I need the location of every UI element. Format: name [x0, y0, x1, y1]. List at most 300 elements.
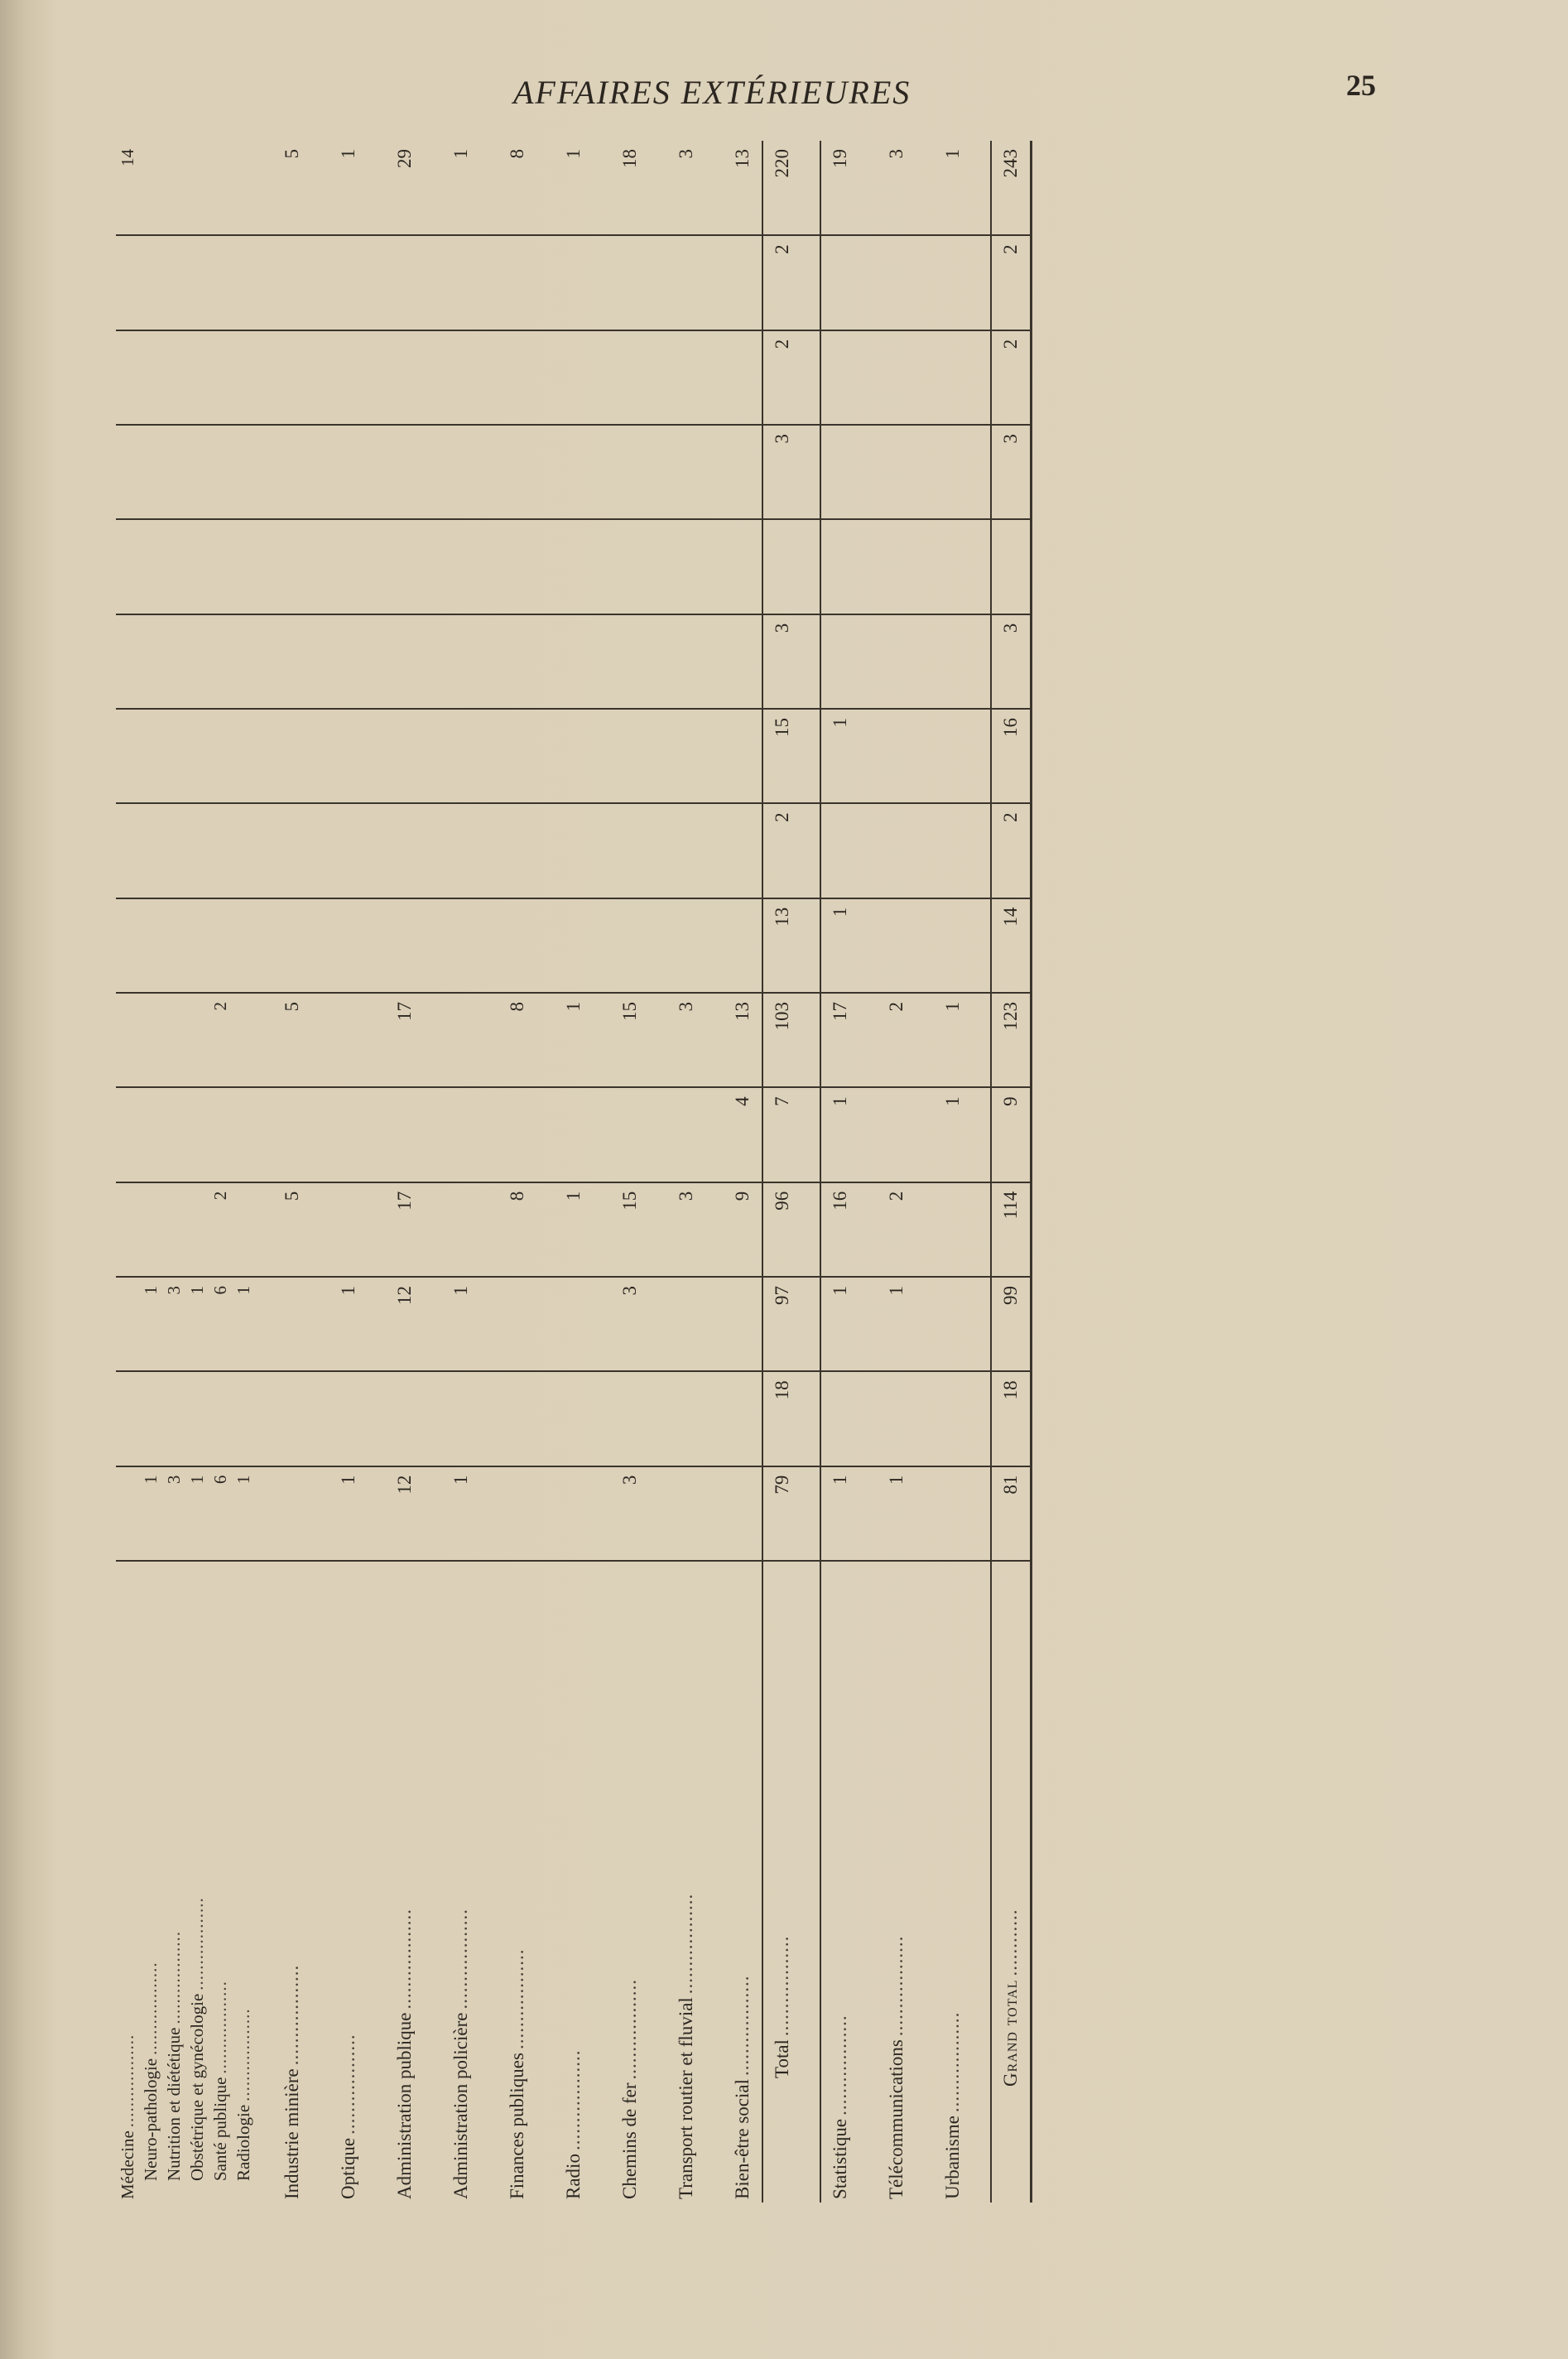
spacer-cell: [801, 141, 820, 235]
row-label: [667, 1561, 705, 2203]
table-cell: 18: [991, 1371, 1032, 1466]
spacer-cell: [801, 803, 820, 898]
table-cell: [724, 709, 762, 803]
spacer-cell: [593, 1561, 611, 2203]
leader-dots: ..................: [163, 1931, 184, 2024]
table-cell: [139, 614, 162, 709]
table-cell: [878, 235, 916, 330]
table-cell: 3: [878, 141, 916, 235]
leader-dots: ..................: [209, 1981, 230, 2074]
spacer-cell: [801, 235, 820, 330]
spacer-cell: [593, 1371, 611, 1466]
spacer-cell: [801, 993, 820, 1087]
spacer-cell: [255, 1087, 273, 1182]
table-cell: [273, 235, 311, 330]
leader-dots: ..................: [942, 2011, 963, 2113]
spacer-cell: [972, 1277, 991, 1371]
table-cell: 5: [273, 1182, 311, 1277]
table-cell: 2: [762, 330, 801, 425]
table-cell: [209, 803, 232, 898]
table-cell: [185, 898, 209, 993]
table-cell: [611, 330, 649, 425]
table-cell: [162, 141, 185, 235]
row-spacer: [916, 141, 934, 2203]
row-label: [762, 1561, 801, 2203]
table-cell: 3: [762, 614, 801, 709]
row-spacer: [859, 141, 878, 2203]
spacer-cell: [801, 1371, 820, 1466]
row-label-text: Radio: [563, 2154, 584, 2199]
table-cell: [498, 235, 536, 330]
spacer-cell: [972, 425, 991, 519]
row-spacer: [801, 141, 820, 2203]
table-cell: [209, 898, 232, 993]
table-row: [139, 141, 162, 2203]
spacer-cell: [801, 425, 820, 519]
spacer-cell: [480, 898, 498, 993]
row-label: [386, 1561, 424, 2203]
spacer-cell: [705, 519, 724, 614]
spacer-cell: [916, 1182, 934, 1277]
table-cell: [273, 803, 311, 898]
table-cell: [232, 803, 255, 898]
leader-dots: ..................: [338, 2034, 358, 2135]
table-cell: [329, 425, 368, 519]
spacer-cell: [311, 235, 329, 330]
spacer-cell: [801, 1182, 820, 1277]
table-cell: [232, 1087, 255, 1182]
spacer-cell: [972, 1182, 991, 1277]
table-cell: [878, 1371, 916, 1466]
table-cell: 3: [667, 141, 705, 235]
table-cell: 3: [991, 614, 1032, 709]
table-row: [878, 141, 916, 2203]
table-cell: 1: [329, 1277, 368, 1371]
table-cell: [611, 235, 649, 330]
spacer-cell: [536, 1466, 555, 1561]
table-cell: [273, 1277, 311, 1371]
table-cell: 2: [991, 803, 1032, 898]
spacer-cell: [424, 898, 442, 993]
table-cell: [555, 614, 593, 709]
leader-dots: ..................: [676, 1893, 696, 1995]
row-label: [820, 1561, 859, 2203]
row-label-text: Santé publique: [209, 2077, 230, 2181]
leader-dots: ..................: [830, 2015, 850, 2116]
spacer-cell: [916, 993, 934, 1087]
row-label: [116, 1561, 139, 2203]
table-cell: 243: [991, 141, 1032, 235]
table-cell: 1: [329, 141, 368, 235]
table-cell: 1: [329, 1466, 368, 1561]
spacer-cell: [368, 519, 386, 614]
spacer-cell: [480, 425, 498, 519]
row-label-text: Statistique: [830, 2118, 850, 2199]
table-cell: 7: [762, 1087, 801, 1182]
spacer-cell: [972, 1466, 991, 1561]
row-label-text: Total: [772, 2039, 792, 2078]
table-cell: [442, 1087, 480, 1182]
spacer-cell: [649, 330, 667, 425]
table-cell: [611, 614, 649, 709]
spacer-cell: [536, 1277, 555, 1371]
table-cell: [934, 1182, 972, 1277]
table-cell: 1: [934, 993, 972, 1087]
table-cell: [232, 141, 255, 235]
spacer-cell: [368, 709, 386, 803]
table-cell: [498, 803, 536, 898]
spacer-cell: [311, 1087, 329, 1182]
row-label-text: Finances publiques: [507, 2053, 527, 2199]
spacer-cell: [311, 993, 329, 1087]
spacer-cell: [311, 425, 329, 519]
row-label: [162, 1561, 185, 2203]
table-cell: 14: [116, 141, 139, 235]
table-cell: 1: [185, 1466, 209, 1561]
table-cell: [139, 709, 162, 803]
spacer-cell: [705, 709, 724, 803]
spacer-cell: [593, 519, 611, 614]
table-row: [555, 141, 593, 2203]
spacer-cell: [255, 1182, 273, 1277]
table-cell: [386, 330, 424, 425]
table-cell: [273, 1371, 311, 1466]
statistics-table: [116, 141, 1032, 2203]
table-cell: [555, 1371, 593, 1466]
table-cell: [442, 1371, 480, 1466]
table-cell: [232, 235, 255, 330]
table-cell: 1: [555, 993, 593, 1087]
spacer-cell: [859, 1087, 878, 1182]
row-label: [442, 1561, 480, 2203]
table-cell: [116, 330, 139, 425]
table-cell: [232, 1371, 255, 1466]
row-label-text: Bien-être social: [732, 2079, 753, 2199]
spacer-cell: [916, 519, 934, 614]
spacer-cell: [705, 141, 724, 235]
table-cell: [116, 1182, 139, 1277]
table-cell: [162, 709, 185, 803]
spacer-cell: [972, 330, 991, 425]
table-cell: [273, 1087, 311, 1182]
spacer-cell: [705, 330, 724, 425]
spacer-cell: [593, 1087, 611, 1182]
spacer-cell: [368, 1182, 386, 1277]
row-spacer: [972, 141, 991, 2203]
table-cell: [442, 614, 480, 709]
table-cell: [185, 1087, 209, 1182]
spacer-cell: [311, 803, 329, 898]
table-cell: [820, 614, 859, 709]
table-row: [934, 141, 972, 2203]
table-cell: 1: [139, 1466, 162, 1561]
table-cell: [162, 1182, 185, 1277]
spacer-cell: [649, 1371, 667, 1466]
spacer-cell: [480, 803, 498, 898]
table-cell: [329, 614, 368, 709]
spacer-cell: [368, 1371, 386, 1466]
row-label: [209, 1561, 232, 2203]
table-cell: 3: [667, 1182, 705, 1277]
table-cell: [185, 141, 209, 235]
table-cell: 8: [498, 141, 536, 235]
table-cell: [116, 519, 139, 614]
spacer-cell: [368, 1466, 386, 1561]
table-row: [209, 141, 232, 2203]
leader-dots: ..................: [619, 1978, 640, 2080]
table-cell: [555, 898, 593, 993]
spacer-cell: [480, 330, 498, 425]
spacer-cell: [705, 1182, 724, 1277]
table-cell: 3: [762, 425, 801, 519]
spacer-cell: [859, 330, 878, 425]
spacer-cell: [424, 235, 442, 330]
spacer-cell: [916, 330, 934, 425]
table-cell: [273, 1466, 311, 1561]
table-cell: 1: [820, 1087, 859, 1182]
table-cell: [555, 235, 593, 330]
table-row: [442, 141, 480, 2203]
table-cell: 29: [386, 141, 424, 235]
spacer-cell: [859, 803, 878, 898]
table-cell: [934, 803, 972, 898]
spacer-cell: [705, 1277, 724, 1371]
row-spacer: [705, 141, 724, 2203]
table-cell: [724, 803, 762, 898]
table-cell: [442, 519, 480, 614]
table-cell: [724, 235, 762, 330]
table-cell: 8: [498, 1182, 536, 1277]
table-cell: [116, 614, 139, 709]
row-label-text: Industrie minière: [281, 2068, 302, 2199]
table-cell: 220: [762, 141, 801, 235]
spacer-cell: [705, 803, 724, 898]
table-cell: [934, 614, 972, 709]
table-cell: 1: [555, 141, 593, 235]
leader-dots: ..................: [563, 2049, 584, 2151]
table-cell: [555, 1087, 593, 1182]
spacer-cell: [649, 993, 667, 1087]
table-cell: 19: [820, 141, 859, 235]
spacer-cell: [311, 1277, 329, 1371]
table-cell: [209, 235, 232, 330]
table-cell: [232, 709, 255, 803]
table-cell: 2: [762, 803, 801, 898]
spacer-cell: [480, 235, 498, 330]
table-cell: [329, 803, 368, 898]
table-cell: 99: [991, 1277, 1032, 1371]
table-cell: [498, 1087, 536, 1182]
table-cell: [878, 803, 916, 898]
row-spacer: [593, 141, 611, 2203]
spacer-cell: [368, 803, 386, 898]
table-row: [762, 141, 801, 2203]
table-cell: 4: [724, 1087, 762, 1182]
row-spacer: [480, 141, 498, 2203]
table-cell: [116, 803, 139, 898]
table-cell: [139, 235, 162, 330]
spacer-cell: [480, 709, 498, 803]
spacer-cell: [536, 993, 555, 1087]
row-label: [498, 1561, 536, 2203]
table-cell: [498, 1371, 536, 1466]
spacer-cell: [705, 1561, 724, 2203]
table-cell: 1: [185, 1277, 209, 1371]
row-label: [878, 1561, 916, 2203]
spacer-cell: [480, 614, 498, 709]
spacer-cell: [916, 1277, 934, 1371]
table-cell: [209, 614, 232, 709]
table-cell: [386, 614, 424, 709]
table-cell: 17: [386, 993, 424, 1087]
spacer-cell: [972, 614, 991, 709]
spacer-cell: [311, 709, 329, 803]
table-cell: [329, 330, 368, 425]
spacer-cell: [368, 898, 386, 993]
table-cell: [273, 519, 311, 614]
spacer-cell: [536, 141, 555, 235]
table-cell: [555, 1277, 593, 1371]
table-cell: [724, 1277, 762, 1371]
table-cell: 18: [762, 1371, 801, 1466]
spacer-cell: [424, 425, 442, 519]
table-cell: [611, 803, 649, 898]
table-cell: [667, 1087, 705, 1182]
table-cell: 2: [209, 993, 232, 1087]
table-cell: [934, 898, 972, 993]
spacer-cell: [255, 425, 273, 519]
table-cell: [724, 614, 762, 709]
table-cell: 15: [611, 993, 649, 1087]
table-cell: [442, 898, 480, 993]
table-cell: [555, 519, 593, 614]
spacer-cell: [801, 709, 820, 803]
spacer-cell: [649, 425, 667, 519]
table-cell: [232, 993, 255, 1087]
row-spacer: [536, 141, 555, 2203]
spacer-cell: [368, 330, 386, 425]
table-cell: [667, 803, 705, 898]
row-label-text: Transport routier et fluvial: [676, 1997, 696, 2199]
table-cell: [498, 330, 536, 425]
table-cell: [667, 519, 705, 614]
spacer-cell: [311, 1466, 329, 1561]
table-row: [273, 141, 311, 2203]
spacer-cell: [255, 803, 273, 898]
spacer-cell: [801, 1466, 820, 1561]
table-cell: [232, 898, 255, 993]
spacer-cell: [972, 1371, 991, 1466]
spacer-cell: [480, 1561, 498, 2203]
table-cell: 2: [209, 1182, 232, 1277]
spacer-cell: [536, 235, 555, 330]
table-cell: [139, 993, 162, 1087]
table-cell: [273, 330, 311, 425]
table-cell: [878, 898, 916, 993]
table-cell: 3: [667, 993, 705, 1087]
table-cell: 13: [724, 141, 762, 235]
spacer-cell: [859, 235, 878, 330]
row-label: [724, 1561, 762, 2203]
table-cell: [667, 898, 705, 993]
spacer-cell: [705, 614, 724, 709]
table-cell: [116, 1087, 139, 1182]
spacer-cell: [368, 141, 386, 235]
spacer-cell: [649, 1561, 667, 2203]
table-cell: [934, 1371, 972, 1466]
spacer-cell: [859, 1277, 878, 1371]
leader-dots: ..................: [507, 1948, 527, 2050]
table-cell: 1: [139, 1277, 162, 1371]
table-cell: [820, 1371, 859, 1466]
table-cell: [139, 1087, 162, 1182]
spacer-cell: [916, 1561, 934, 2203]
table-cell: [209, 519, 232, 614]
row-label: [139, 1561, 162, 2203]
table-cell: [185, 1182, 209, 1277]
table-cell: [232, 425, 255, 519]
spacer-cell: [972, 1561, 991, 2203]
table-cell: [442, 993, 480, 1087]
table-cell: [442, 1182, 480, 1277]
table-cell: [386, 1087, 424, 1182]
spacer-cell: [859, 1466, 878, 1561]
table-row: [386, 141, 424, 2203]
table-cell: [185, 1371, 209, 1466]
table-cell: 5: [273, 993, 311, 1087]
spacer-cell: [536, 1182, 555, 1277]
table-cell: [442, 709, 480, 803]
table-cell: [611, 709, 649, 803]
table-cell: [162, 425, 185, 519]
spacer-cell: [424, 709, 442, 803]
table-cell: [209, 425, 232, 519]
table-cell: 12: [386, 1277, 424, 1371]
table-cell: [667, 425, 705, 519]
table-cell: [498, 898, 536, 993]
spacer-cell: [859, 709, 878, 803]
spacer-cell: [593, 1466, 611, 1561]
table-cell: [555, 803, 593, 898]
spacer-cell: [859, 1371, 878, 1466]
table-cell: [116, 425, 139, 519]
row-label-text: Grand total: [1000, 1979, 1021, 2087]
table-cell: [273, 425, 311, 519]
spacer-cell: [424, 141, 442, 235]
table-cell: [386, 519, 424, 614]
table-cell: 1: [442, 1277, 480, 1371]
table-cell: [934, 1277, 972, 1371]
spacer-cell: [859, 519, 878, 614]
table-cell: 123: [991, 993, 1032, 1087]
table-cell: 17: [386, 1182, 424, 1277]
table-cell: [878, 709, 916, 803]
spacer-cell: [593, 235, 611, 330]
spacer-cell: [972, 1087, 991, 1182]
spacer-cell: [801, 1561, 820, 2203]
spacer-cell: [311, 1182, 329, 1277]
table-cell: [878, 1087, 916, 1182]
row-label: [555, 1561, 593, 2203]
table-cell: [934, 1466, 972, 1561]
row-label-text: Administration publique: [394, 2012, 415, 2199]
table-cell: [820, 235, 859, 330]
row-spacer: [368, 141, 386, 2203]
spacer-cell: [424, 1182, 442, 1277]
table-cell: 1: [820, 1466, 859, 1561]
table-cell: [116, 993, 139, 1087]
table-cell: [498, 519, 536, 614]
